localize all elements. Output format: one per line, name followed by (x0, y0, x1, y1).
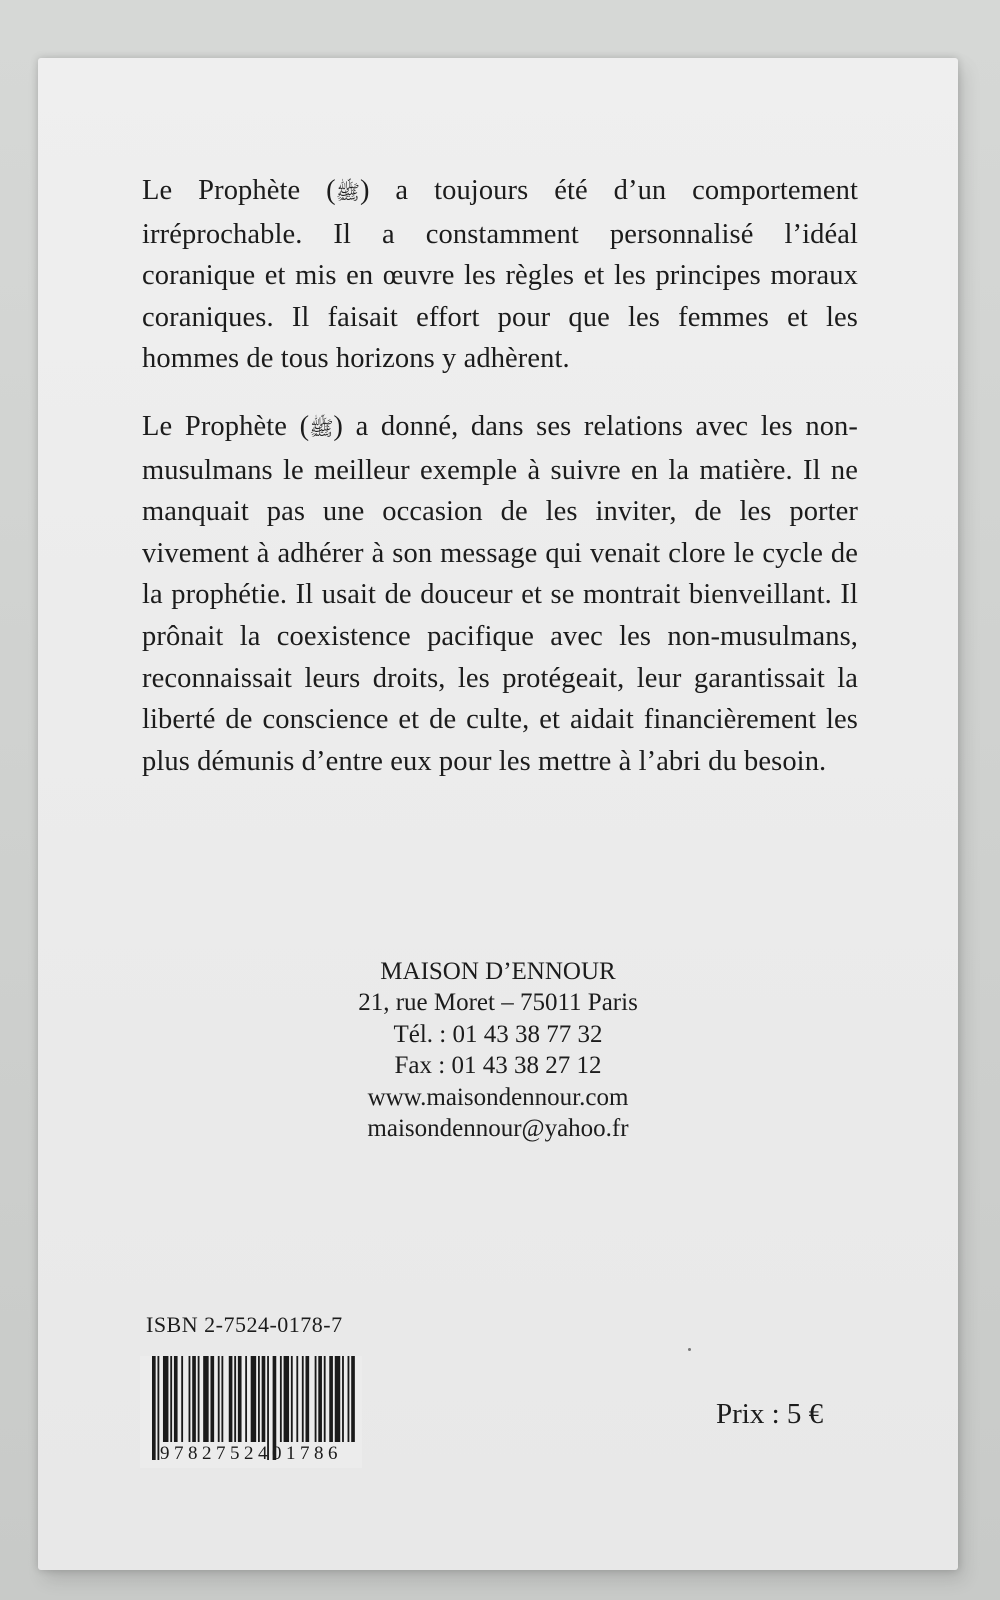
publisher-name: MAISON D’ENNOUR (380, 958, 616, 985)
barcode-bar (238, 1356, 242, 1442)
barcode-bar (174, 1356, 178, 1442)
barcode-bar (245, 1356, 247, 1442)
publisher-fax: Fax : 01 43 38 27 12 (394, 1052, 602, 1080)
barcode-bar (315, 1356, 317, 1442)
barcode-bar (189, 1356, 191, 1442)
price-label: Prix : 5 € (716, 1398, 824, 1430)
barcode-bar (306, 1356, 310, 1442)
barcode-bar (291, 1356, 293, 1442)
barcode-bar (280, 1356, 282, 1442)
barcode-bar (351, 1356, 355, 1442)
barcode-bar (284, 1356, 289, 1442)
barcode-bar (229, 1356, 233, 1442)
barcode-bar (318, 1356, 322, 1442)
barcode-bar (329, 1356, 333, 1442)
barcode-bar (163, 1356, 168, 1442)
barcode (140, 1356, 362, 1468)
barcode-bar (296, 1356, 298, 1442)
salawat-seal-icon: ﷺ (309, 415, 334, 440)
barcode-bar (192, 1356, 196, 1442)
publisher-website: www.maisondennour.com (367, 1083, 629, 1111)
barcode-bar (335, 1356, 340, 1442)
barcode-bar (181, 1356, 183, 1442)
barcode-bar (262, 1356, 266, 1442)
barcode-bar (221, 1356, 223, 1442)
barcode-bar (203, 1356, 208, 1442)
barcode-bar (170, 1356, 172, 1442)
barcode-bar (324, 1356, 326, 1442)
barcode-bar (258, 1356, 260, 1442)
isbn-label: ISBN 2-7524-0178-7 (146, 1312, 343, 1337)
publisher-phone: Tél. : 01 43 38 77 32 (393, 1020, 603, 1048)
book-back-cover (38, 58, 958, 1570)
barcode-bar (218, 1356, 220, 1442)
blurb-paragraph-1: Le Prophète (ﷺ) a toujours été d’un comportement irréprochable. Il a constamment personnalisé l’idéal coranique et mis en œuvre les règles et les principes moraux coraniques. Il faisait effort pour que les femmes et les hommes de tous horizons y adhèrent. (142, 175, 858, 375)
publisher-email: maisondennour@yahoo.fr (367, 1115, 629, 1143)
barcode-bar (342, 1356, 344, 1442)
barcode-bar (348, 1356, 350, 1442)
barcode-digits: 9782752401786 (160, 1443, 342, 1464)
blurb-paragraph-2: Le Prophète (ﷺ) a donné, dans ses relations avec les non-musulmans le meilleur exemple à suivre en la matière. Il ne manquait pas une occasion de les inviter, de les porter vivement à adhérer à son message qui venait clore le cycle de la prophétie. Il usait de douceur et se montrait bienveillant. Il prônait la coexistence pacifique avec les non-musulmans, reconnaissait leurs droits, les protégeait, leur garantissait la liberté de conscience et de culte, et aidait financièrement les plus démunis d’entre eux pour les mettre à l’abri du besoin. (142, 410, 858, 777)
barcode-bar (302, 1356, 304, 1442)
barcode-bar (210, 1356, 214, 1442)
salawat-seal-icon: ﷺ (335, 180, 360, 204)
blurb-text (142, 170, 858, 808)
barcode-bar (251, 1356, 256, 1442)
barcode-bar (198, 1356, 200, 1442)
paper-speck (688, 1348, 691, 1351)
publisher-info (38, 956, 958, 1144)
barcode-bar (234, 1356, 236, 1442)
publisher-address: 21, rue Moret – 75011 Paris (358, 989, 638, 1017)
